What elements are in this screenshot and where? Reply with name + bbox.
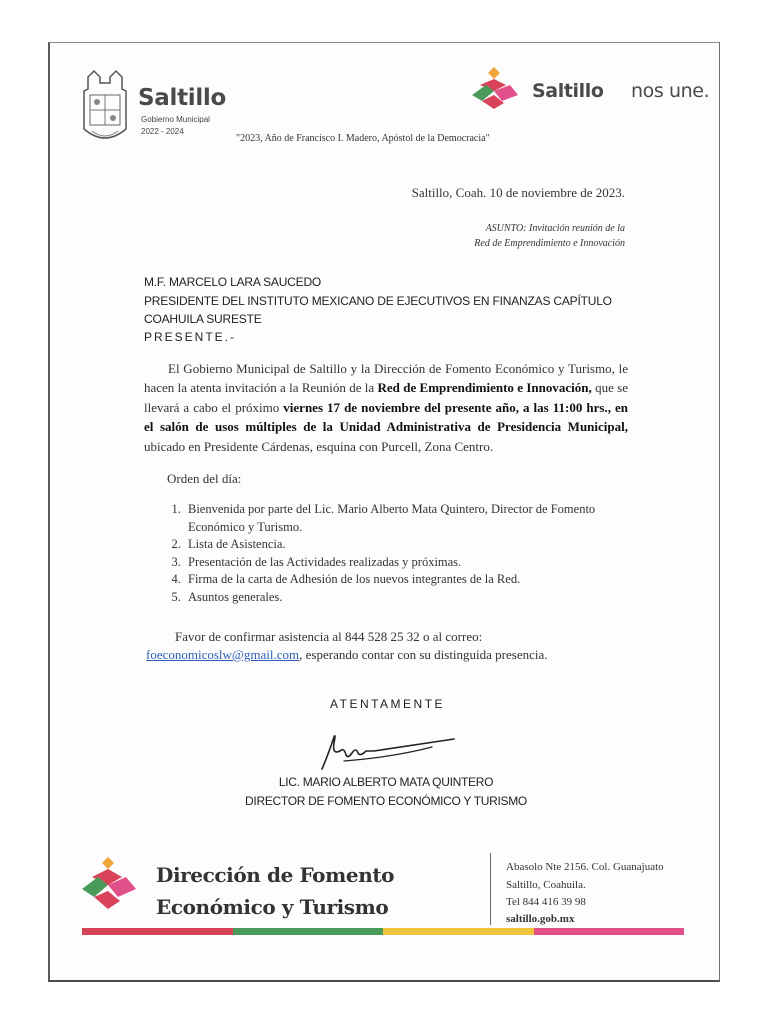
department-name-line-1: Dirección de Fomento [156, 863, 395, 887]
footer-divider [490, 853, 491, 925]
stripe-yellow [383, 928, 534, 935]
closing-word: ATENTAMENTE [330, 697, 446, 711]
event-datetime-location: viernes 17 de noviembre del presente año, a las 11:00 hrs., en el salón de usos múltiples de la Unidad Administrativa de Presidencia Municipal, [144, 399, 628, 435]
presente-label: PRESENTE.- [144, 330, 237, 344]
department-name-line-2: Económico y Turismo [156, 895, 389, 919]
recipient-title-line-1: PRESIDENTE DEL INSTITUTO MEXICANO DE EJECUTIVOS EN FINANZAS CAPÍTULO [144, 294, 612, 308]
stripe-pink [534, 928, 685, 935]
saltillo-s-logo-icon [470, 65, 522, 113]
handwritten-signature [304, 725, 464, 773]
signer-name: LIC. MARIO ALBERTO MATA QUINTERO [278, 775, 494, 789]
agenda-item: 2. Lista de Asistencia. [184, 536, 654, 554]
website-link[interactable]: saltillo.gob.mx [506, 913, 575, 925]
phone-number: Tel 844 416 39 98 [506, 896, 586, 908]
closing-sentence: , esperando contar con su distinguida presencia. [299, 647, 548, 662]
color-stripe [82, 928, 684, 935]
paragraph-text: El Gobierno Municipal de Saltillo y la Dirección de Fomento Económico y Turismo, le hacen la atenta invitación a la Reunión de la [144, 361, 628, 396]
recipient-name: M.F. MARCELO LARA SAUCEDO [144, 275, 322, 289]
agenda-item: 1. Bienvenida por parte del Lic. Mario Alberto Mata Quintero, Director de Fomento Económico y Turismo. [184, 501, 654, 536]
brand-title: Saltillo [138, 85, 227, 111]
paragraph-text: que se llevará a cabo el próximo [144, 380, 629, 415]
brand-period: 2022 - 2024 [141, 127, 184, 136]
signer-title: DIRECTOR DE FOMENTO ECONÓMICO Y TURISMO [245, 794, 527, 808]
network-name: Red de Emprendimiento e Innovación, [377, 380, 592, 396]
recipient-title-line-2: COAHUILA SURESTE [144, 312, 262, 326]
agenda-item: 5. Asuntos generales. [184, 589, 654, 607]
year-motto: "2023, Año de Francisco I. Madero, Apóstol de la Democracia" [236, 133, 490, 144]
stripe-green [233, 928, 384, 935]
slogan-bold: Saltillo [532, 80, 604, 102]
municipal-crest-icon [80, 69, 130, 149]
agenda-item: 3. Presentación de las Actividades realizadas y próximas. [184, 554, 654, 572]
invitation-paragraph [144, 359, 628, 456]
subject-line-2: Red de Emprendimiento e Innovación [474, 238, 625, 249]
subject-line-1: ASUNTO: Invitación reunión de la [485, 223, 625, 234]
address-line-2: Saltillo, Coahuila. [506, 879, 586, 891]
agenda-heading: Orden del día: [167, 471, 242, 486]
agenda-list [144, 501, 654, 607]
letter-page [48, 42, 720, 982]
slogan-text: nos une. [631, 80, 710, 102]
stripe-red [82, 928, 233, 935]
fomento-s-logo-icon [80, 855, 138, 915]
confirm-attendance-text: Favor de confirmar asistencia al 844 528 25 32 o al correo: [175, 629, 483, 644]
agenda-item: 4. Firma de la carta de Adhesión de los nuevos integrantes de la Red. [184, 571, 654, 589]
email-link[interactable]: foeconomicoslw@gmail.com [146, 647, 300, 662]
email-line [146, 647, 548, 663]
letter-date: Saltillo, Coah. 10 de noviembre de 2023. [411, 185, 625, 200]
address-line-1: Abasolo Nte 2156. Col. Guanajuato [506, 861, 664, 873]
brand-subtitle: Gobierno Municipal [141, 115, 210, 124]
paragraph-text: ubicado en Presidente Cárdenas, esquina con Purcell, Zona Centro. [144, 438, 494, 454]
